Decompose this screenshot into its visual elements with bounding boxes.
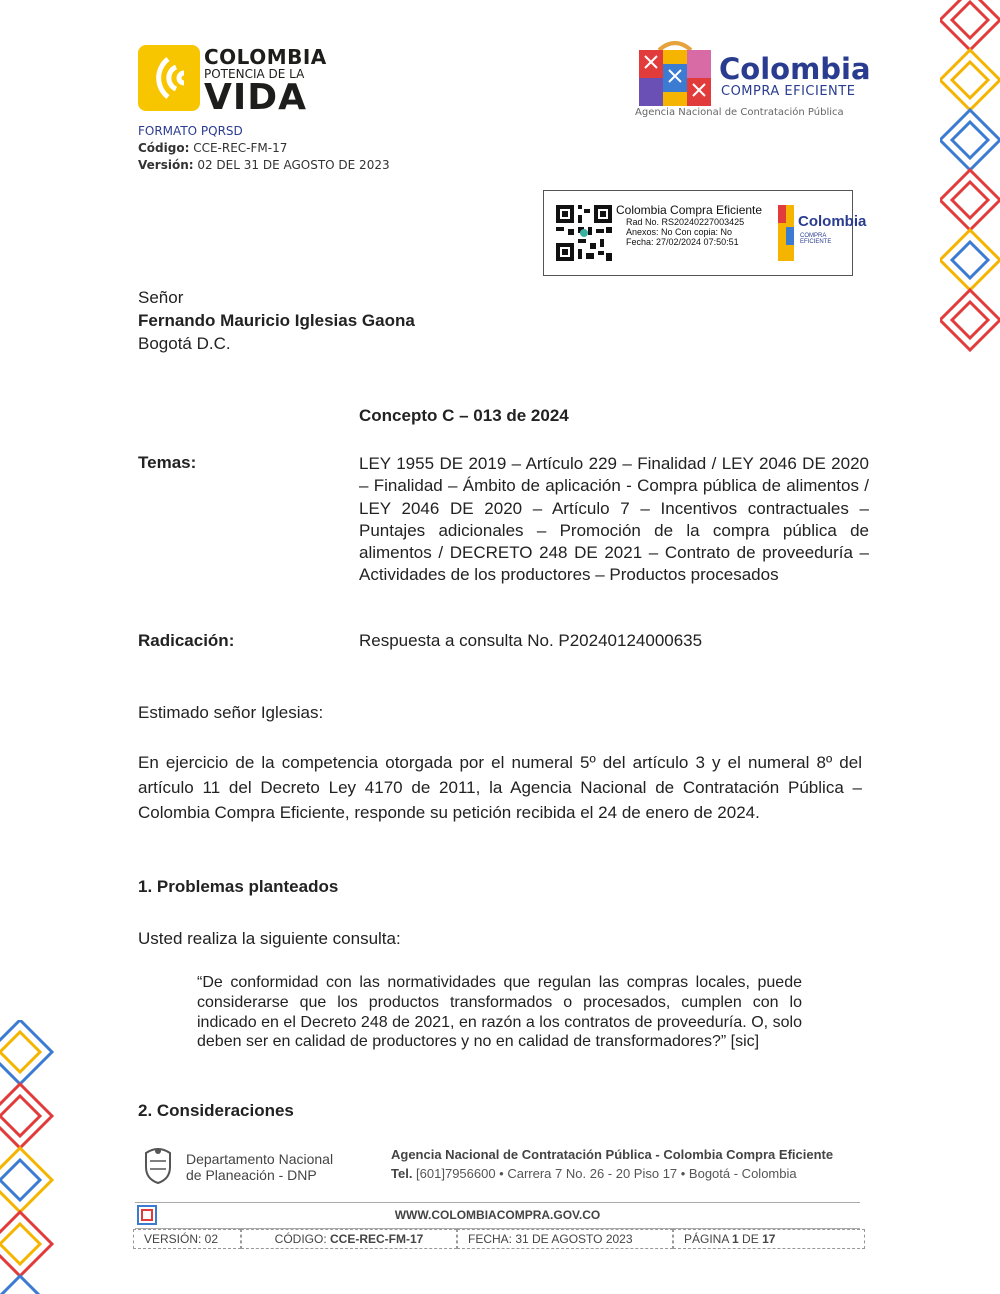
meta-code: CÓDIGO: CCE-REC-FM-17 bbox=[241, 1229, 457, 1249]
stamp-title: Colombia Compra Eficiente bbox=[616, 203, 763, 217]
stamp-logo-sub: COMPRA EFICIENTE bbox=[800, 233, 832, 245]
meta-version: VERSIÓN: 02 bbox=[133, 1229, 241, 1249]
consult-quote: “De conformidad con las normatividades que regulan las compras locales, puede considerarse que los productos transformados o procesados, cumplen con lo indicado en el Decreto 248 de 2021, en razón a los contratos de proveeduría. O, solo deben ser en calidad de productores y no en calidad de transformadores?” [sic] bbox=[197, 974, 802, 1051]
footer-contact: Tel. [601]7956600 • Carrera 7 No. 26 - 20 Piso 17 • Bogotá - Colombia bbox=[391, 1166, 797, 1181]
format-title: FORMATO PQRSD bbox=[138, 124, 243, 138]
document-meta-row bbox=[133, 1229, 865, 1249]
stamp-anexos: Anexos: No Con copia: No bbox=[626, 227, 733, 237]
dnp-line1: Departamento Nacional bbox=[186, 1151, 334, 1167]
intro-paragraph: En ejercicio de la competencia otorgada por el numeral 5º del artículo 3 y el numeral 8º del artículo 11 del Decreto Ley 4170 de 2011, la Agencia Nacional de Contratación Pública – Colombia Compra Eficiente, responde su petición recibida el 24 de enero de 2024. bbox=[138, 753, 862, 822]
meta-date: FECHA: 31 DE AGOSTO 2023 bbox=[457, 1229, 673, 1249]
recipient-block bbox=[138, 286, 415, 355]
website-link[interactable]: WWW.COLOMBIACOMPRA.GOV.CO bbox=[394, 1208, 601, 1222]
dnp-text bbox=[186, 1151, 333, 1183]
recipient-city: Bogotá D.C. bbox=[138, 334, 231, 353]
logo-subtitle: COMPRA EFICIENTE bbox=[721, 84, 856, 99]
footer-agency: Agencia Nacional de Contratación Pública - Colombia Compra Eficiente bbox=[391, 1147, 834, 1162]
dnp-line2: de Planeación - DNP bbox=[186, 1167, 317, 1183]
logo-word-potencia: POTENCIA DE LA bbox=[204, 67, 305, 81]
radicacion-label: Radicación: bbox=[138, 631, 235, 650]
wifi-logo-icon bbox=[138, 45, 200, 111]
temas-label: Temas: bbox=[138, 453, 197, 472]
temas-text: LEY 1955 DE 2019 – Artículo 229 – Finalidad / LEY 2046 DE 2020 – Finalidad – Ámbito de aplicación - Compra pública de alimentos / LEY 2046 DE 2020 – Artículo 7 – Incentivos contractuales – Puntajes adicionales – Promoción de la compra pública de alimentos / DECRETO 248 DE 2021 – Contrato de proveeduría – Actividades de los productores – Productos procesados bbox=[359, 454, 869, 585]
logo-agency: Agencia Nacional de Contratación Pública bbox=[635, 107, 844, 118]
coat-of-arms-icon bbox=[138, 1145, 178, 1185]
concept-title: Concepto C – 013 de 2024 bbox=[359, 406, 569, 425]
logo-word-vida: VIDA bbox=[204, 77, 307, 118]
radicacion-text: Respuesta a consulta No. P20240124000635 bbox=[359, 631, 703, 650]
salutation: Señor bbox=[138, 288, 184, 307]
logo-word-colombia: COLOMBIA bbox=[204, 45, 327, 69]
stamp-details bbox=[626, 217, 744, 247]
decorative-pattern-right bbox=[940, 0, 1000, 380]
stamp-rad: Rad No. RS20240227003425 bbox=[626, 217, 745, 227]
greeting: Estimado señor Iglesias: bbox=[138, 703, 324, 722]
colombia-compra-eficiente-logo bbox=[635, 40, 871, 120]
stamp-fecha: Fecha: 27/02/2024 07:50:51 bbox=[626, 237, 739, 247]
format-version: Versión: 02 DEL 31 DE AGOSTO DE 2023 bbox=[138, 158, 390, 172]
decorative-pattern-left bbox=[0, 1020, 62, 1294]
section-title-consideraciones: 2. Consideraciones bbox=[138, 1101, 294, 1120]
section-title-problemas: 1. Problemas planteados bbox=[138, 877, 339, 896]
logo-title: Colombia bbox=[719, 52, 871, 86]
format-code: Código: CCE-REC-FM-17 bbox=[138, 141, 288, 155]
meta-page: PÁGINA 1 DE 17 bbox=[673, 1229, 865, 1249]
stamp-logo-text: Colombia bbox=[798, 213, 867, 230]
website-bar bbox=[135, 1202, 860, 1229]
shopping-bag-icon bbox=[635, 40, 715, 106]
stamp-bag-icon bbox=[776, 197, 796, 263]
dnp-logo bbox=[138, 1145, 368, 1185]
radication-stamp bbox=[543, 190, 867, 276]
format-info bbox=[138, 123, 390, 174]
consult-intro: Usted realiza la siguiente consulta: bbox=[138, 929, 401, 948]
recipient-name: Fernando Mauricio Iglesias Gaona bbox=[138, 311, 415, 330]
qr-code-icon bbox=[554, 203, 614, 263]
colombia-potencia-logo bbox=[138, 45, 338, 118]
